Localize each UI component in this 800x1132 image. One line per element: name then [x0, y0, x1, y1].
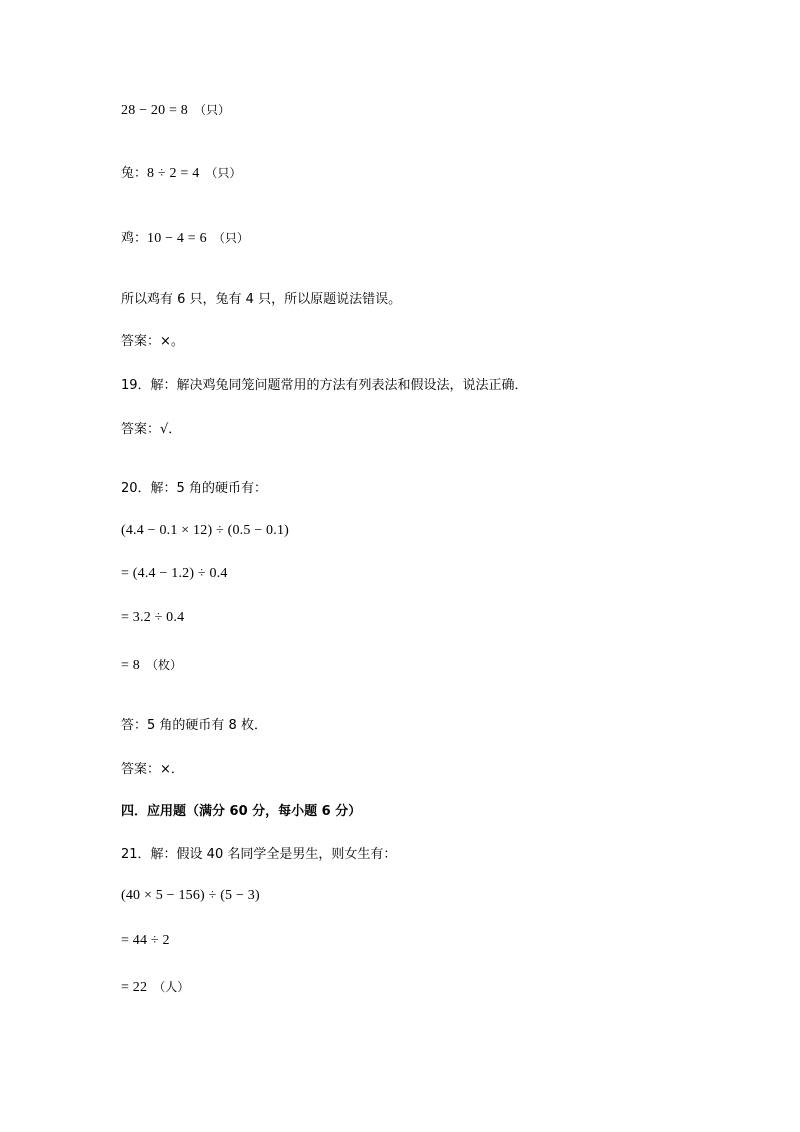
line-prefix: 兔： [121, 166, 148, 181]
equation-line: (4.4 − 0.1 × 12) ÷ (0.5 − 0.1) [121, 523, 290, 538]
question-20-solution: 20．解：5 角的硬币有： [121, 481, 267, 496]
answer-text: 答案：×． [121, 762, 184, 777]
unit-label: （只） [212, 231, 249, 245]
equation-line: (40 × 5 − 156) ÷ (5 − 3) [121, 888, 260, 903]
answer-text: 答案：×。 [121, 334, 184, 349]
equation: 8 ÷ 2 = 4 [147, 166, 200, 181]
equation-line: = 3.2 ÷ 0.4 [121, 610, 185, 625]
answer-statement: 答：5 角的硬币有 8 枚． [121, 718, 267, 733]
solution-line-chicken [121, 229, 249, 248]
equation-line-result [121, 656, 182, 675]
solution-line-1 [121, 101, 230, 120]
answer-text: 答案：√． [121, 422, 182, 437]
equation-line: = (4.4 − 1.2) ÷ 0.4 [121, 566, 228, 581]
question-19-solution: 19．解：解决鸡兔同笼问题常用的方法有列表法和假设法，说法正确． [121, 378, 528, 393]
equation-line-result [121, 978, 189, 997]
equation: 28 − 20 = 8 [121, 103, 188, 118]
unit-label: （枚） [146, 658, 183, 672]
line-prefix: 鸡： [121, 231, 148, 246]
unit-label: （人） [153, 980, 190, 994]
equation: 10 − 4 = 6 [147, 231, 207, 246]
question-21-solution: 21．解：假设 40 名同学全是男生，则女生有： [121, 847, 397, 862]
unit-label: （只） [194, 103, 231, 117]
solution-line-rabbit [121, 164, 241, 183]
conclusion-text: 所以鸡有 6 只，兔有 4 只，所以原题说法错误。 [121, 292, 402, 307]
equation-line: = 44 ÷ 2 [121, 933, 170, 948]
unit-label: （只） [205, 166, 242, 180]
section-heading: 四．应用题（满分 60 分，每小题 6 分） [121, 804, 362, 819]
equation: = 22 [121, 980, 148, 995]
equation: = 8 [121, 658, 140, 673]
